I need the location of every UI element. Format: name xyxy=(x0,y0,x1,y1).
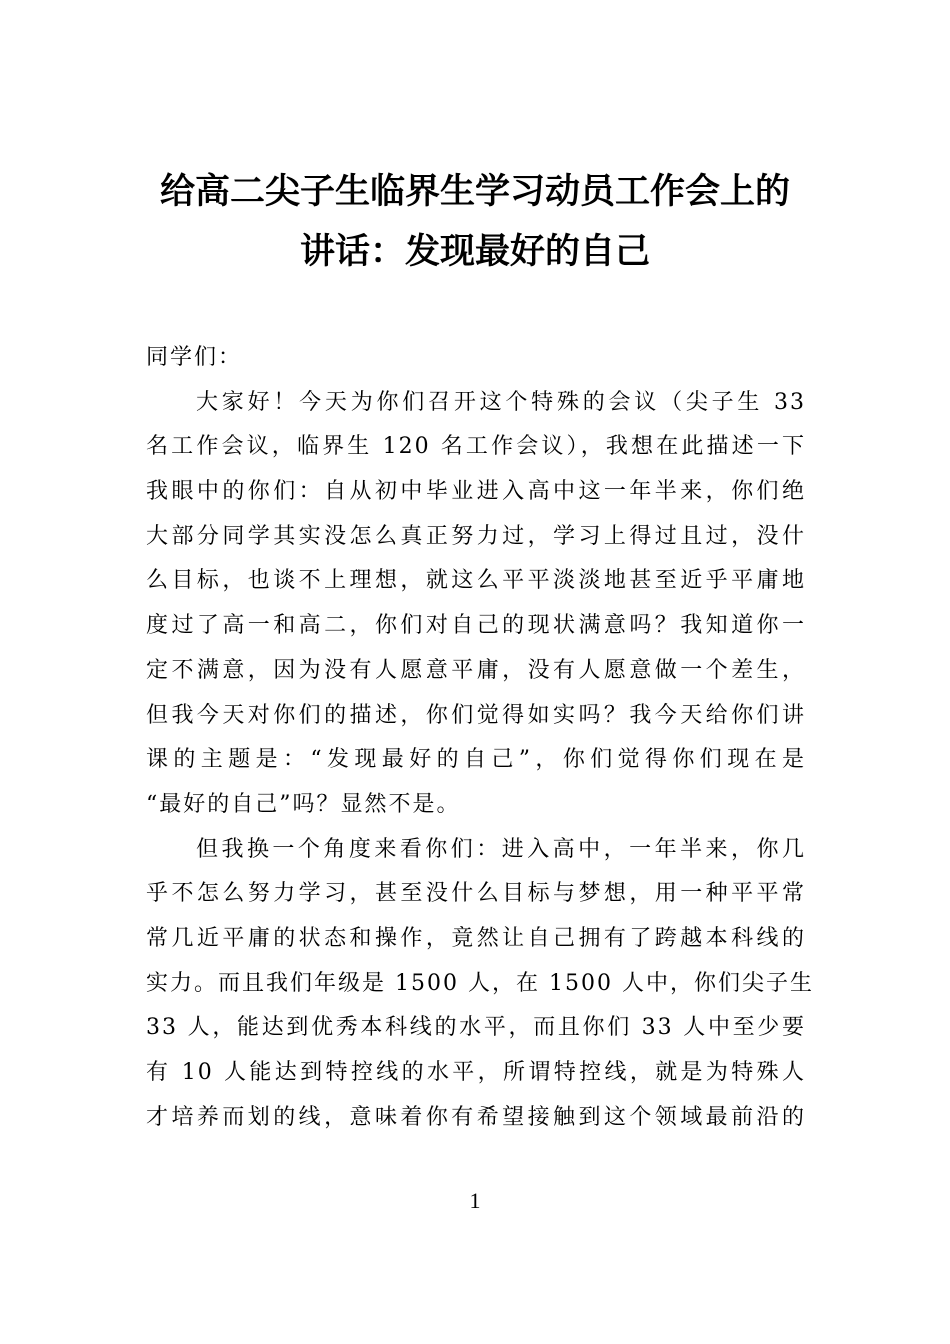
title-line-1: 给高二尖子生临界生学习动员工作会上的 xyxy=(159,171,790,212)
paragraph-1-line: 但我今天对你们的描述，你们觉得如实吗？我今天给你们讲 xyxy=(146,702,806,728)
salutation: 同学们： xyxy=(146,345,243,370)
paragraph-1-line: “最好的自己”吗？显然不是。 xyxy=(146,791,461,817)
page-number: 1 xyxy=(469,1188,481,1213)
document-body xyxy=(146,336,814,1140)
paragraph-1-line: 度过了高一和高二，你们对自己的现状满意吗？我知道你一 xyxy=(146,613,806,639)
paragraph-1-line: 我眼中的你们：自从初中毕业进入高中这一年半来，你们绝 xyxy=(146,479,806,505)
paragraph-1-line: 名工作会议，临界生 120 名工作会议），我想在此描述一下 xyxy=(146,434,806,460)
paragraph-1-line: 大家好！今天为你们召开这个特殊的会议（尖子生 33 xyxy=(196,389,806,415)
paragraph-1-line: 课的主题是：“发现最好的自己”，你们觉得你们现在是 xyxy=(146,747,806,773)
paragraph-2-line: 常几近平庸的状态和操作，竟然让自己拥有了跨越本科线的 xyxy=(146,925,806,951)
title-line-2: 讲话：发现最好的自己 xyxy=(299,231,650,272)
paragraph-2-line: 有 10 人能达到特控线的水平，所谓特控线，就是为特殊人 xyxy=(146,1060,806,1085)
paragraph-2-line: 但我换一个角度来看你们：进入高中，一年半来，你几 xyxy=(196,836,806,862)
paragraph-2-line: 乎不怎么努力学习，甚至没什么目标与梦想，用一种平平常 xyxy=(146,881,806,907)
paragraph-2-line: 才培养而划的线，意味着你有希望接触到这个领域最前沿的 xyxy=(146,1104,806,1130)
paragraph-1-line: 么目标，也谈不上理想，就这么平平淡淡地甚至近乎平庸地 xyxy=(146,568,806,594)
paragraph-1-line: 大部分同学其实没怎么真正努力过，学习上得过且过，没什 xyxy=(146,523,806,549)
document-title xyxy=(120,162,830,282)
paragraph-2-line: 33 人，能达到优秀本科线的水平，而且你们 33 人中至少要 xyxy=(146,1015,806,1041)
paragraph-2-line: 实力。而且我们年级是 1500 人，在 1500 人中，你们尖子生 xyxy=(146,970,814,996)
paragraph-1-line: 定不满意，因为没有人愿意平庸，没有人愿意做一个差生， xyxy=(146,657,806,683)
